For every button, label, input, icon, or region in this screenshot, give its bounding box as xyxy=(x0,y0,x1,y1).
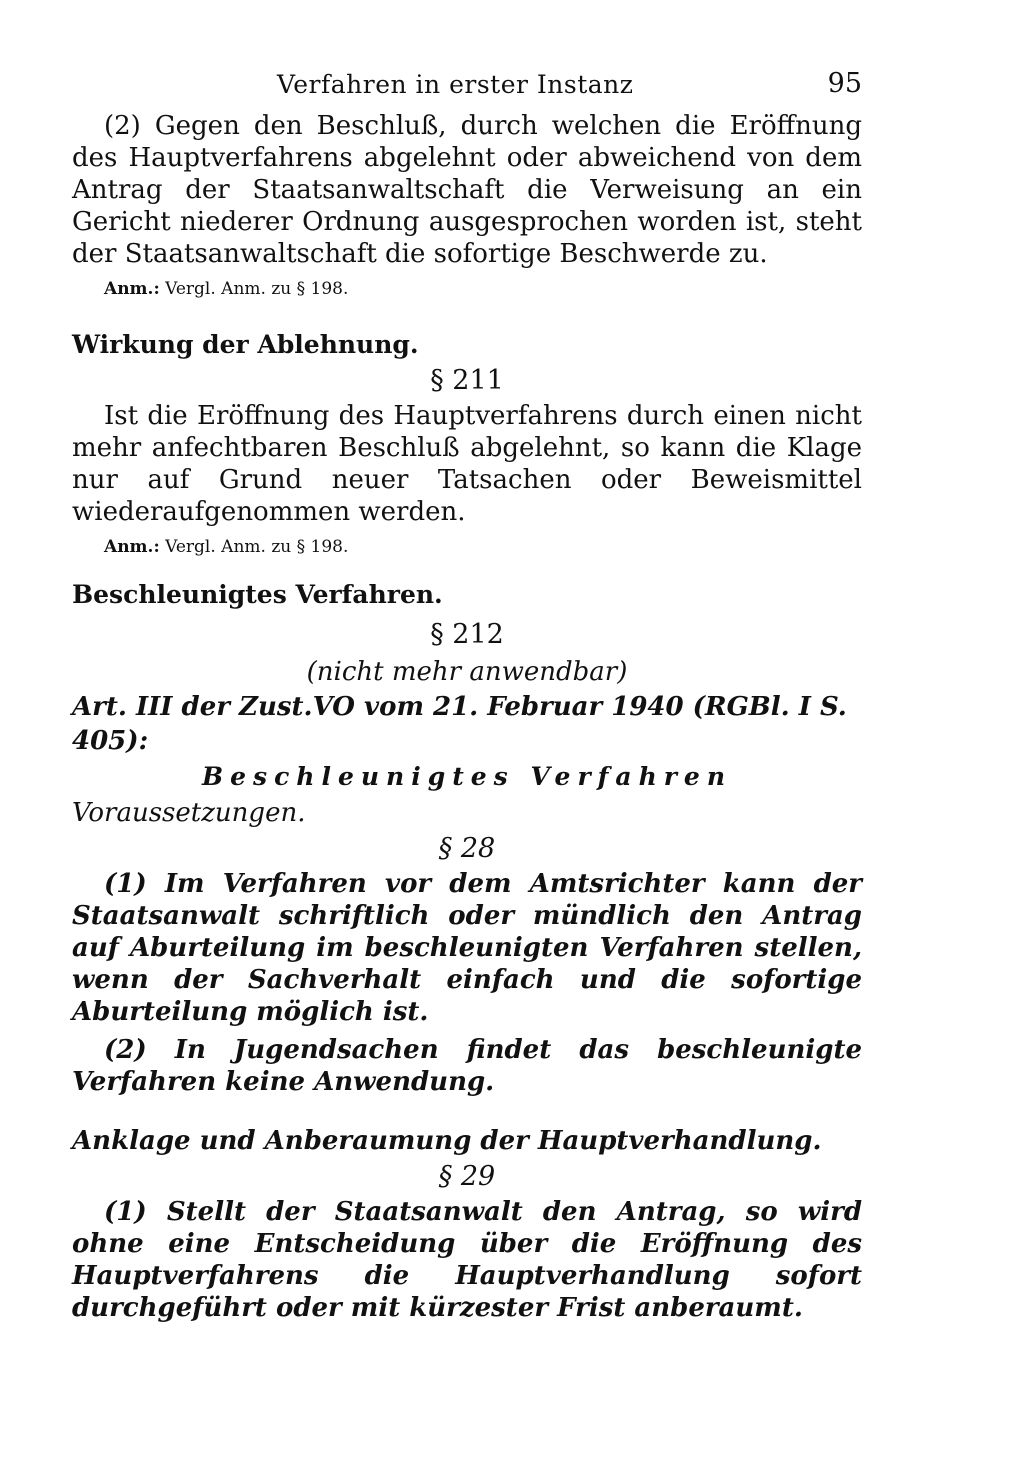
running-title: Verfahren in erster Instanz xyxy=(277,70,634,99)
heading-beschleunigtes: Beschleunigtes Verfahren. xyxy=(72,580,443,609)
section-28: § 28 xyxy=(438,833,496,864)
s28-paragraph-1: (1) Im Verfahren vor dem Amtsrichter kann der Staatsanwalt schriftlich oder mündlich den Antrag auf Aburteilung im beschleunigten Verfahren stellen, wenn der Sachverhalt einfach und die sofortige Aburteilung möglich ist. xyxy=(72,869,862,1027)
annotation-label: Anm.: xyxy=(104,537,160,557)
heading-voraussetzungen: Voraussetzungen. xyxy=(72,798,306,828)
s29-paragraph-1: (1) Stellt der Staatsanwalt den Antrag, so wird ohne eine Entscheidung über die Eröffnung des Hauptverfahrens die Hauptverhandlung sofort durchgeführt oder mit kürzester Frist anberaumt. xyxy=(72,1197,862,1323)
s210-paragraph-2: (2) Gegen den Beschluß, durch welchen die Eröffnung des Hauptverfahrens abgelehnt oder abweichend von dem Antrag der Staatsanwaltschaft die Verweisung an ein Gericht niederer Ordnung ausgesprochen worden ist, steht der Staatsanwaltschaft die sofortige Beschwerde zu. xyxy=(72,111,862,269)
art-title: Art. III der Zust.VO vom 21. Februar 1940 (RGBl. I S. 405): xyxy=(72,692,847,756)
running-head xyxy=(72,60,862,110)
document-page xyxy=(72,60,862,1324)
s28-paragraph-2: (2) In Jugendsachen findet das beschleunigte Verfahren keine Anwendung. xyxy=(72,1035,862,1097)
s211-paragraph: Ist die Eröffnung des Hauptverfahrens durch einen nicht mehr anfechtbaren Beschluß abgelehnt, so kann die Klage nur auf Grund neuer Tatsachen oder Beweismittel wiederaufgenommen werden. xyxy=(72,401,862,527)
not-applicable-note: (nicht mehr anwendbar) xyxy=(306,657,628,687)
annotation-1 xyxy=(104,276,862,302)
annotation-label: Anm.: xyxy=(104,279,160,299)
annotation-text: Vergl. Anm. zu § 198. xyxy=(159,537,349,557)
section-29: § 29 xyxy=(438,1161,496,1192)
heading-anklage: Anklage und Anberaumung der Hauptverhandlung. xyxy=(72,1126,822,1156)
page-number: 95 xyxy=(827,68,862,99)
spaced-heading: Beschleunigtes Verfahren xyxy=(201,762,733,791)
section-212: § 212 xyxy=(430,619,504,650)
annotation-2 xyxy=(104,534,862,560)
annotation-text: Vergl. Anm. zu § 198. xyxy=(159,279,349,299)
section-211: § 211 xyxy=(430,365,504,396)
heading-wirkung: Wirkung der Ablehnung. xyxy=(72,330,419,359)
